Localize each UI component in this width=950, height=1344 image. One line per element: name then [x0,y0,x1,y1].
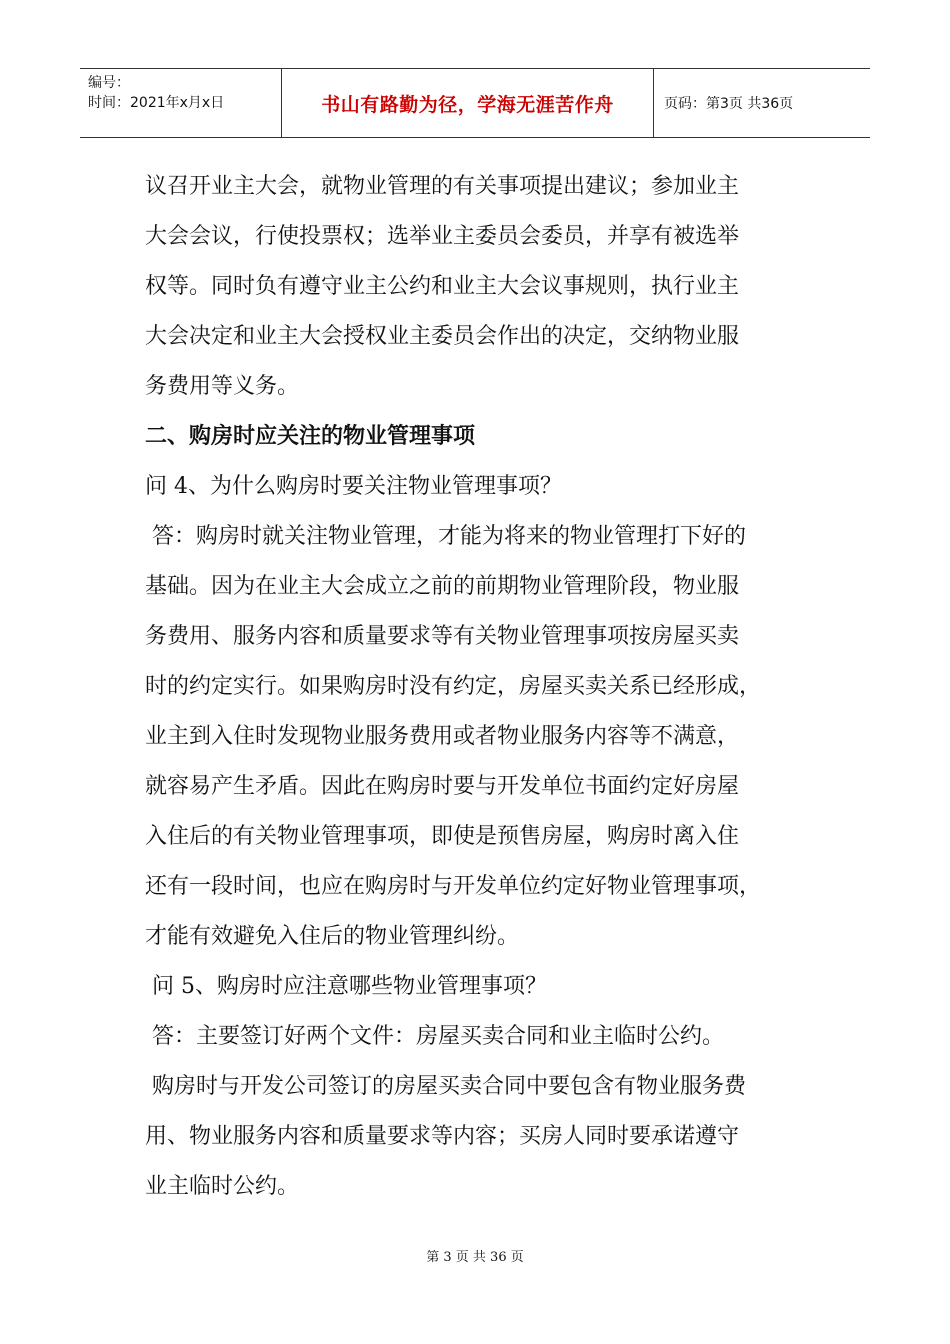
document-time-label: 时间：2021年x月x日 [88,95,225,111]
answer-4-line: 入住后的有关物业管理事项，即使是预售房屋，购房时离入住 [145,824,740,849]
question-4: 问 4、为什么购房时要关注物业管理事项？ [145,474,562,499]
body-line: 大会会议，行使投票权；选举业主委员会委员，并享有被选举 [145,224,740,249]
answer-4-line: 业主到入住时发现物业服务费用或者物业服务内容等不满意， [145,724,740,749]
answer-4-line: 才能有效避免入住后的物业管理纠纷。 [145,924,520,949]
section-heading: 二、购房时应关注的物业管理事项 [145,424,476,449]
body-line: 务费用等义务。 [145,374,300,399]
final-paragraph-line: 购房时与开发公司签订的房屋买卖合同中要包含有物业服务费 [145,1074,746,1099]
body-line: 议召开业主大会，就物业管理的有关事项提出建议；参加业主 [145,174,740,199]
question-5: 问 5、购房时应注意哪些物业管理事项？ [145,974,547,999]
answer-4-line: 务费用、服务内容和质量要求等有关物业管理事项按房屋买卖 [145,624,740,649]
body-line: 权等。同时负有遵守业主公约和业主大会议事规则，执行业主 [145,274,740,299]
page-header [80,68,870,138]
answer-4-line: 时的约定实行。如果购房时没有约定，房屋买卖关系已经形成， [145,674,762,699]
answer-4-line: 基础。因为在业主大会成立之前的前期物业管理阶段，物业服 [145,574,740,599]
header-page-number: 页码：第3页 共36页 [664,96,794,112]
page-footer [0,1246,950,1265]
body-line: 大会决定和业主大会授权业主委员会作出的决定，交纳物业服 [145,324,740,349]
final-paragraph-line: 业主临时公约。 [145,1174,300,1199]
header-motto: 书山有路勤为径，学海无涯苦作舟 [321,93,614,116]
document-number-label: 编号： [88,75,130,91]
answer-4-line: 答：购房时就关注物业管理，才能为将来的物业管理打下好的 [145,524,746,549]
footer-page-number: 第 3 页 共 36 页 [426,1250,524,1265]
final-paragraph-line: 用、物业服务内容和质量要求等内容；买房人同时要承诺遵守 [145,1124,740,1149]
answer-5: 答：主要签订好两个文件：房屋买卖合同和业主临时公约。 [145,1024,724,1049]
header-page-cell [654,69,870,137]
answer-4-line: 还有一段时间，也应在购房时与开发单位约定好物业管理事项， [145,874,762,899]
answer-4-line: 就容易产生矛盾。因此在购房时要与开发单位书面约定好房屋 [145,774,740,799]
header-meta [80,69,282,137]
document-body [145,162,815,1212]
header-motto-cell [282,69,654,137]
